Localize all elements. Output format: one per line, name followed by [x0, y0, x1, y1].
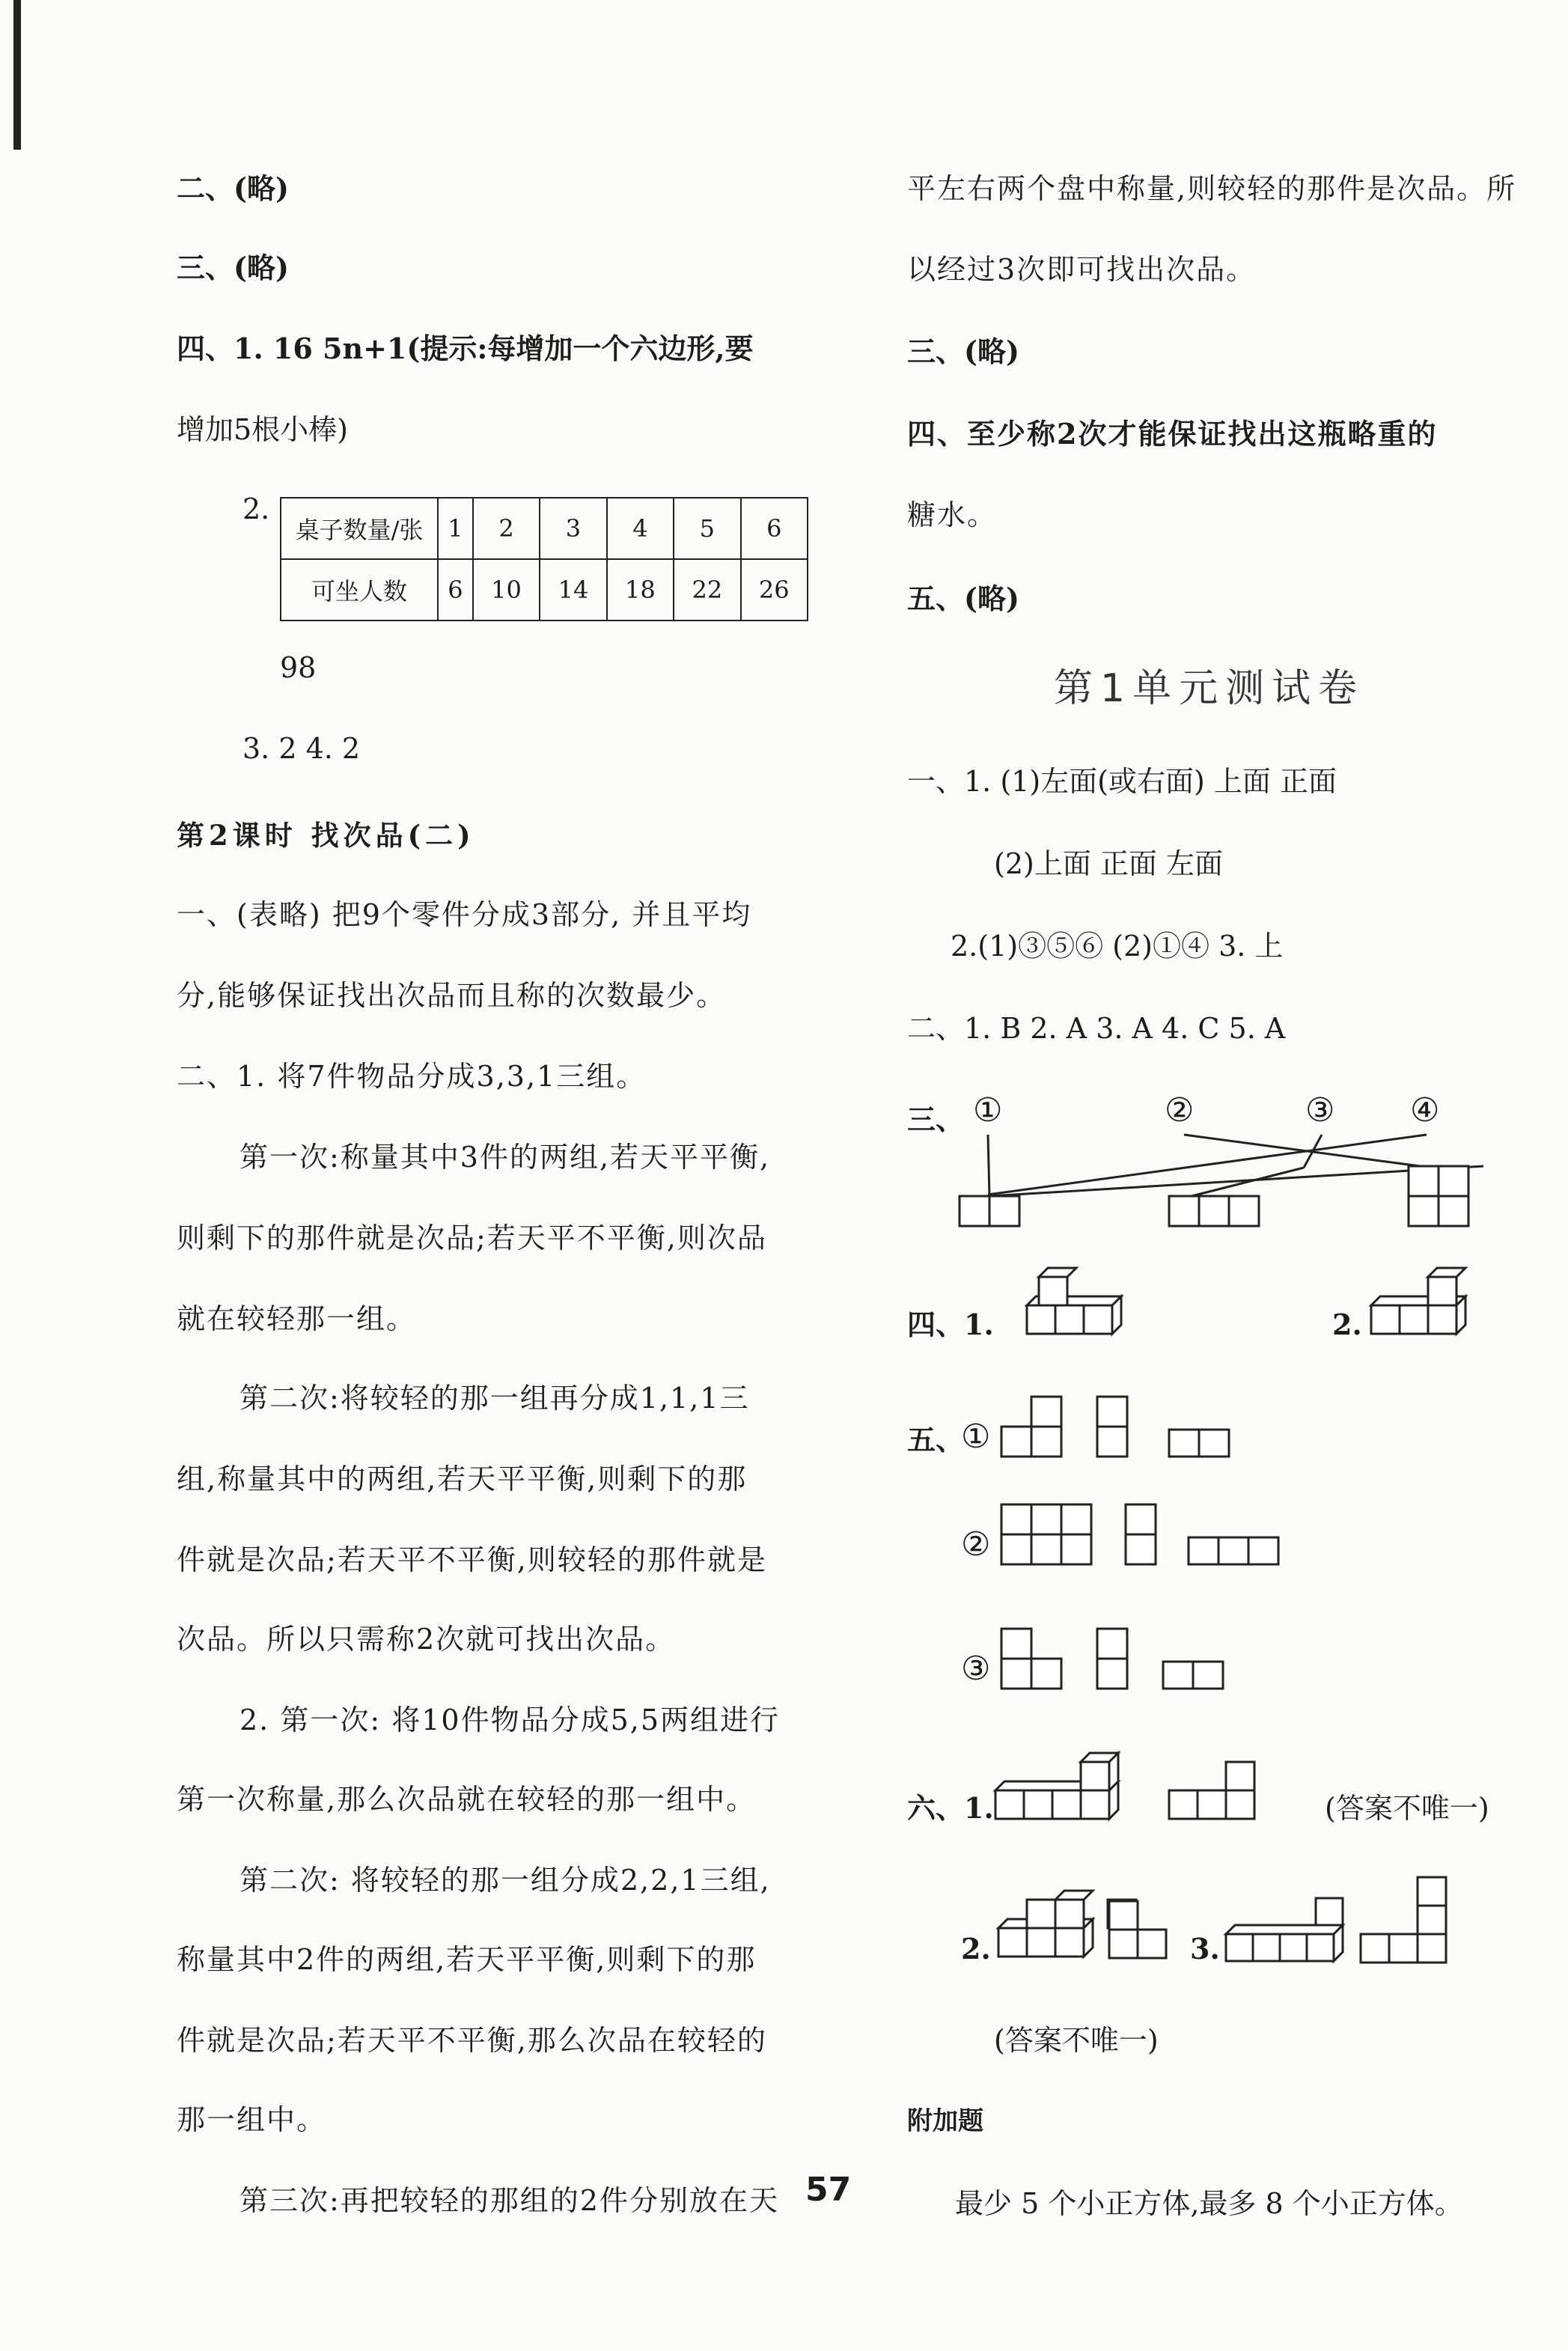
table-cell: 2: [473, 498, 540, 559]
circled-mark: ①: [961, 1418, 991, 1456]
answer-98: 98: [280, 651, 317, 684]
paragraph: 件就是次品;若天平不平衡,则较轻的那件就是: [177, 1543, 767, 1576]
section-2: 二、(略): [177, 171, 289, 205]
paragraph: 第二次: 将较轻的那一组分成2,2,1三组,: [240, 1864, 771, 1897]
paragraph: 就在较轻那一组。: [177, 1302, 417, 1335]
paragraph: 第三次:再把较轻的那组的2件分别放在天: [240, 2184, 779, 2217]
cube-figure-2: [1364, 1280, 1513, 1355]
section-3-label: 三、: [907, 1103, 965, 1136]
paragraph: 以经过3次即可找出次品。: [907, 253, 1257, 286]
section-6-figure-2-view: [1102, 1898, 1192, 1973]
page-edge-shadow: [13, 0, 21, 150]
paragraph: 那一组中。: [177, 2103, 327, 2136]
answer-note: (答案不唯一): [994, 2024, 1159, 2057]
section-4-line1: 四、1. 16 5n+1(提示:每增加一个六边形,要: [177, 332, 754, 365]
paragraph: 糖水。: [907, 498, 998, 531]
section-5: 五、(略): [907, 582, 1019, 615]
table-cell: 3: [540, 498, 606, 559]
section-3: 三、(略): [907, 335, 1019, 368]
circled-mark: ②: [1165, 1091, 1195, 1129]
answer-line: 一、1. (1)左面(或右面) 上面 正面: [907, 765, 1337, 798]
table-header-cell: 桌子数量/张: [281, 498, 438, 559]
table-cell: 6: [438, 559, 473, 620]
section-4: 四、至少称2次才能保证找出这瓶略重的: [907, 417, 1438, 451]
table-cell: 18: [607, 559, 674, 620]
table-cell: 10: [473, 559, 540, 620]
cube-figure-1: [1019, 1280, 1169, 1355]
lesson-title: 第2课时 找次品(二): [177, 819, 475, 852]
paragraph: 2. 第一次: 将10件物品分成5,5两组进行: [240, 1704, 781, 1736]
question-2-label: 2.: [242, 493, 270, 525]
table-header-cell: 可坐人数: [281, 559, 438, 620]
circled-mark: ②: [961, 1525, 991, 1564]
section-4-line2: 增加5根小棒): [177, 413, 349, 446]
three-view-diagrams: [907, 1392, 1521, 1729]
paragraph: 第一次称量,那么次品就在较轻的那一组中。: [177, 1783, 757, 1816]
section-4-item2-label: 2.: [1332, 1308, 1362, 1341]
table-cell: 14: [540, 559, 606, 620]
paragraph: 件就是次品;若天平不平衡,那么次品在较轻的: [177, 2024, 767, 2057]
circled-mark: ①: [973, 1091, 1003, 1129]
paragraph: 组,称量其中的两组,若天平平衡,则剩下的那: [177, 1463, 748, 1495]
table-cell: 6: [741, 498, 808, 559]
paragraph: 称量其中2件的两组,若天平平衡,则剩下的那: [177, 1943, 757, 1976]
circled-mark: ④: [1410, 1091, 1440, 1129]
section-5-label: 五、: [907, 1423, 965, 1457]
section-6-item2-label: 2.: [961, 1932, 991, 1966]
paragraph: 第二次:将较轻的那一组再分成1,1,1三: [240, 1382, 750, 1415]
answer-note: (答案不唯一): [1325, 1792, 1489, 1825]
paragraph: 平左右两个盘中称量,则较轻的那件是次品。所: [907, 172, 1517, 205]
paragraph: 二、1. 将7件物品分成3,3,1三组。: [177, 1060, 647, 1093]
table-cell: 4: [607, 498, 674, 559]
table-row: [281, 498, 808, 559]
table-cell: 1: [438, 498, 473, 559]
paragraph: 次品。所以只需称2次就可找出次品。: [177, 1623, 676, 1656]
section-6-label: 六、1.: [907, 1791, 994, 1825]
section-6-figure-3: [1221, 1864, 1491, 1976]
paragraph: 则剩下的那件就是次品;若天平不平衡,则次品: [177, 1222, 767, 1254]
extra-question-answer: 最少 5 个小正方体,最多 8 个小正方体。: [955, 2187, 1463, 2220]
circled-mark: ③: [961, 1650, 991, 1688]
answer-line: 二、1. B 2. A 3. A 4. C 5. A: [907, 1012, 1286, 1045]
seating-table: [280, 497, 808, 621]
circled-mark: ③: [1305, 1091, 1335, 1129]
paragraph: 第一次:称量其中3件的两组,若天平平衡,: [240, 1141, 771, 1174]
table-cell: 26: [741, 559, 808, 620]
answers-3-4: 3. 2 4. 2: [242, 732, 361, 765]
extra-question-title: 附加题: [907, 2106, 983, 2136]
table-cell: 5: [674, 498, 740, 559]
section-6-figures-1: [991, 1759, 1313, 1841]
answer-line: (2)上面 正面 左面: [994, 847, 1223, 880]
paragraph: 分,能够保证找出次品而且称的次数最少。: [177, 979, 727, 1012]
section-6-item3-label: 3.: [1190, 1932, 1220, 1966]
section-3: 三、(略): [177, 251, 289, 284]
paragraph: 一、(表略) 把9个零件分成3部分, 并且平均: [177, 898, 752, 931]
matching-lines-diagram: [907, 0, 1521, 1272]
table-row: [281, 559, 808, 620]
answer-line: 2.(1)③⑤⑥ (2)①④ 3. 上: [951, 930, 1284, 963]
page-number: 57: [805, 2171, 852, 2209]
section-4-item1-label: 四、1.: [907, 1308, 994, 1341]
unit-test-title: 第1单元测试卷: [1054, 666, 1365, 711]
table-cell: 22: [674, 559, 740, 620]
